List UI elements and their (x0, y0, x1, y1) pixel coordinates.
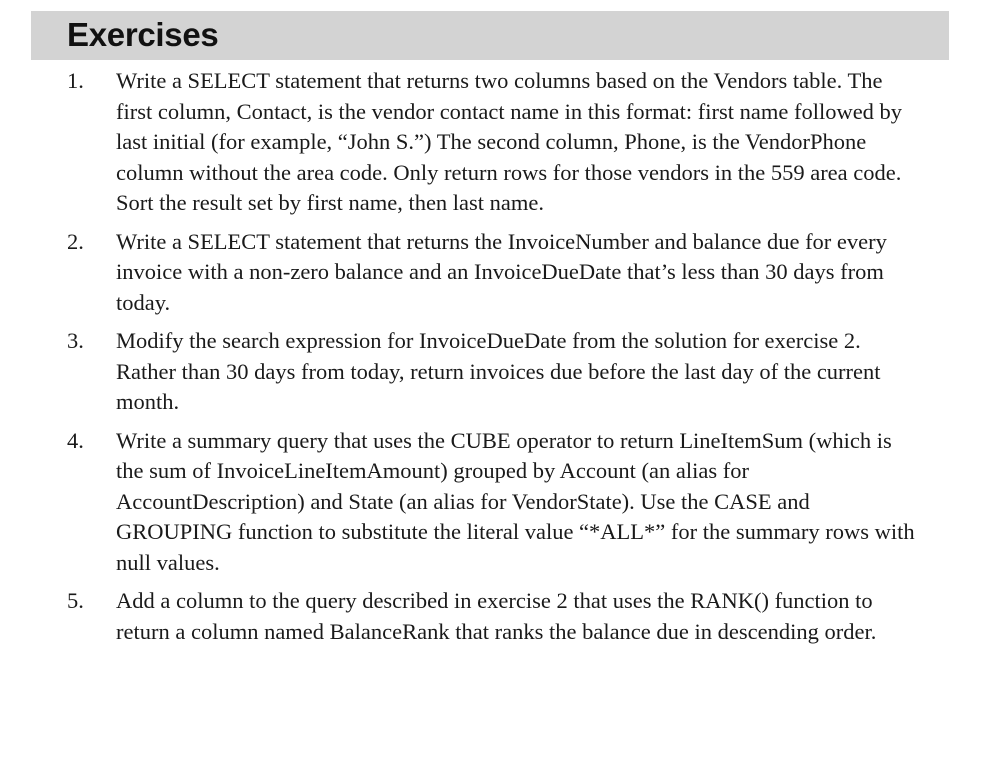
exercise-number: 3. (67, 328, 84, 353)
exercise-item (0, 227, 982, 319)
exercise-text: Write a SELECT statement that returns two columns based on the Vendors table. The first column, Contact, is the vendor contact name in this format: first name followed by last initial (for example, “John S.”) The second column, Phone, is the VendorPhone column without the area code. Only return rows for those vendors in the 559 area code. Sort the result set by first name, then last name. (116, 68, 903, 215)
exercise-number: 2. (67, 228, 84, 254)
exercise-number: 1. (67, 68, 84, 93)
section-title: Exercises (67, 16, 219, 53)
exercise-number: 4. (67, 427, 84, 453)
exercise-item (0, 66, 982, 219)
exercise-text: Write a SELECT statement that returns the InvoiceNumber and balance due for every invoice with a non-zero balance and an InvoiceDueDate that’s less than 30 days from today. (116, 228, 887, 315)
exercise-item (0, 426, 982, 579)
exercise-list (0, 66, 982, 655)
exercise-text: Write a summary query that uses the CUBE operator to return LineItemSum (which is the sum of InvoiceLineItemAmount) grouped by Account (an alias for AccountDescription) and State (an alias for VendorState). Use the CASE and GROUPING function to substitute the literal value “*ALL*” for the summary rows with null values. (116, 427, 915, 575)
exercise-item (0, 326, 982, 418)
exercise-text: Add a column to the query described in exercise 2 that uses the RANK() function to return a column named BalanceRank that ranks the balance due in descending order. (116, 588, 877, 644)
exercise-text: Modify the search expression for InvoiceDueDate from the solution for exercise 2. Rather than 30 days from today, return invoices due before the last day of the current month. (116, 328, 881, 414)
exercise-item (0, 586, 982, 647)
exercise-number: 5. (67, 588, 84, 613)
